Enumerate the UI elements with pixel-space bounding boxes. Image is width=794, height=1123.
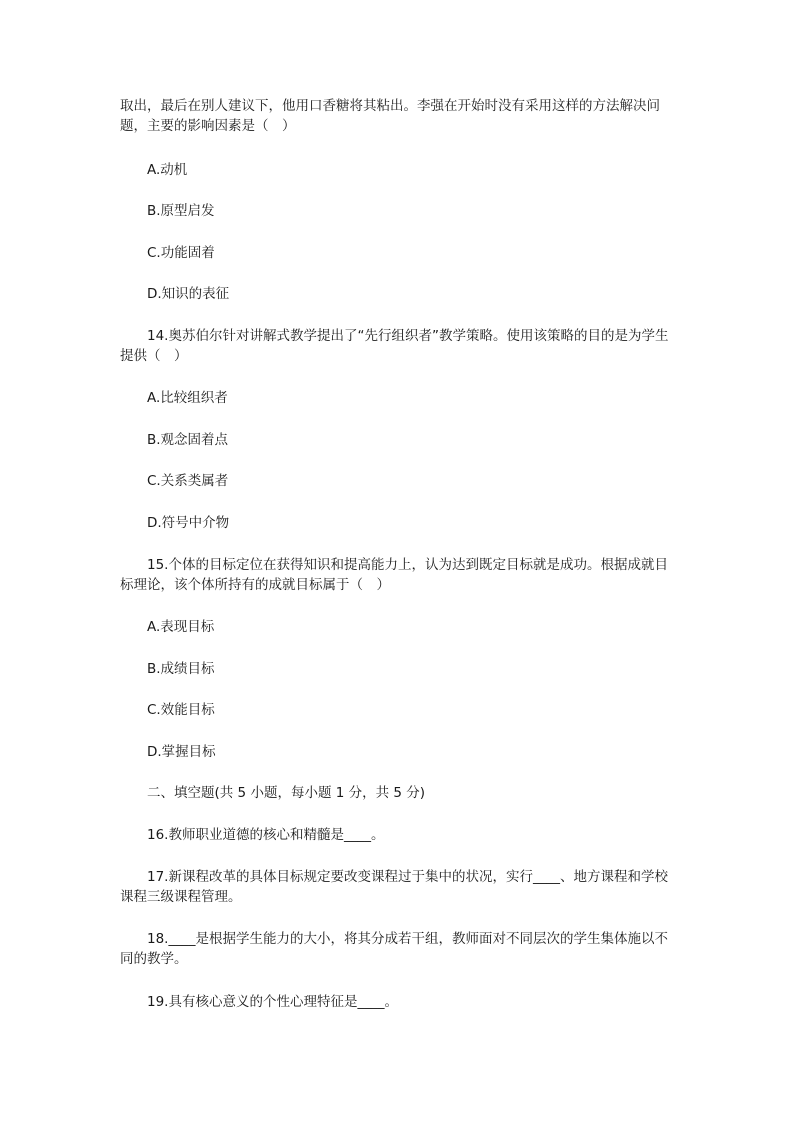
question-18: 18.____是根据学生能力的大小，将其分成若干组，教师面对不同层次的学生集体施以不同的教学。 <box>120 931 668 967</box>
question-13-stem: 取出，最后在别人建议下，他用口香糖将其粘出。李强在开始时没有采用这样的方法解决问题，主要的影响因素是（ ） <box>120 98 660 134</box>
question-16: 16.教师职业道德的核心和精髓是____。 <box>147 827 385 843</box>
question-19: 19.具有核心意义的个性心理特征是____。 <box>147 994 398 1010</box>
question-13-option-c: C.功能固着 <box>147 245 215 261</box>
question-17: 17.新课程改革的具体目标规定要改变课程过于集中的状况，实行____、地方课程和学校课程三级课程管理。 <box>120 869 668 905</box>
question-14-option-c: C.关系类属者 <box>147 473 229 489</box>
question-14-stem: 14.奥苏伯尔针对讲解式教学提出了“先行组织者”教学策略。使用该策略的目的是为学生提供（ ） <box>120 328 669 364</box>
section-2-heading: 二、填空题(共 5 小题，每小题 1 分，共 5 分) <box>147 785 426 801</box>
question-15-option-b: B.成绩目标 <box>147 661 215 677</box>
question-13-option-a: A.动机 <box>147 162 188 178</box>
question-14-option-b: B.观念固着点 <box>147 432 229 448</box>
question-13-option-b: B.原型启发 <box>147 203 215 219</box>
question-15-option-d: D.掌握目标 <box>147 744 216 760</box>
question-15-stem: 15.个体的目标定位在获得知识和提高能力上，认为达到既定目标就是成功。根据成就目标理论，该个体所持有的成就目标属于（ ） <box>120 557 668 593</box>
question-14-option-a: A.比较组织者 <box>147 390 228 406</box>
question-15-option-c: C.效能目标 <box>147 702 215 718</box>
question-13-option-d: D.知识的表征 <box>147 286 230 302</box>
question-15-option-a: A.表现目标 <box>147 619 215 635</box>
question-14-option-d: D.符号中介物 <box>147 515 230 531</box>
